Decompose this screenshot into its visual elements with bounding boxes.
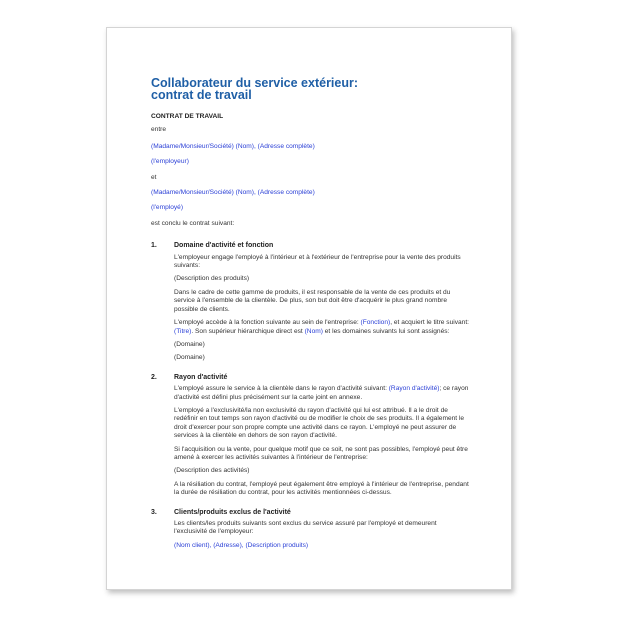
section-3-paragraph: Les clients/les produits suivants sont exclus du service assuré par l'employé et demeurent l'exclusivité de l'employeur:	[174, 520, 437, 536]
section-1-domain-placeholder: (Domaine)	[174, 354, 205, 362]
section-1-domain-placeholder: (Domaine)	[174, 340, 205, 348]
section-2-paragraph: A la résiliation du contrat, l'employé peut également être employé à l'intérieur de l'entreprise, pendant la durée de résiliation du contrat, pour les activités mentionnées ci-dessus.	[174, 480, 469, 497]
section-2-activities-placeholder: (Description des activités)	[174, 467, 250, 475]
section-1-number: 1.	[151, 242, 157, 250]
name-placeholder: (Nom)	[304, 327, 323, 335]
section-1-paragraph: Dans le cadre de cette gamme de produits, il est responsable de la vente de ces produits et du service à l'ensemble de la clientèle. De plus, son but doit être d'acquérir le plus grand nombre possible de clients.	[174, 288, 451, 313]
section-1	[151, 242, 471, 362]
section-2-area-paragraph	[174, 385, 471, 402]
document-title	[151, 77, 471, 101]
text-run: ; ce rayon d'activité est défini plus précisément sur la carte joint en annexe.	[174, 385, 469, 401]
employee-role: (l'employé)	[151, 204, 184, 212]
document-content	[151, 77, 471, 550]
section-2-paragraph: Si l'acquisition ou la vente, pour quelque motif que ce soit, ne sont pas possibles, l'employé peut être amené à exercer les activités suivantes à l'intérieur de l'entreprise:	[174, 445, 468, 461]
text-run: , et acquiert le titre suivant:	[390, 319, 470, 327]
section-1-function-paragraph	[174, 319, 471, 336]
document-title-line1: Collaborateur du service extérieur:	[151, 76, 359, 90]
section-2-number: 2.	[151, 373, 157, 381]
section-3-title: Clients/produits exclus de l'activité	[174, 508, 291, 516]
section-3-client-placeholder: (Nom client), (Adresse), (Description produits)	[174, 541, 309, 549]
section-2-title: Rayon d'activité	[174, 373, 228, 381]
text-run: et les domaines suivants lui sont assignés:	[322, 327, 450, 335]
section-2	[151, 374, 471, 498]
document-page	[106, 27, 512, 590]
contract-heading: CONTRAT DE TRAVAIL	[151, 113, 224, 120]
between-text: entre	[151, 126, 167, 134]
section-3	[151, 509, 471, 551]
employee-identity: (Madame/Monsieur/Société) (Nom), (Adresse complète)	[151, 189, 315, 197]
employer-role: (l'employeur)	[151, 158, 189, 166]
section-3-number: 3.	[151, 508, 157, 516]
text-run: L'employé accède à la fonction suivante au sein de l'entreprise:	[174, 319, 361, 327]
title-placeholder: (Titre)	[174, 327, 192, 335]
employer-identity: (Madame/Monsieur/Société) (Nom), (Adresse complète)	[151, 142, 315, 150]
text-run: . Son supérieur hiérarchique direct est	[191, 327, 305, 335]
area-placeholder: (Rayon d'activité)	[388, 385, 440, 393]
document-title-line2: contrat de travail	[151, 88, 252, 102]
concluded-text: est conclu le contrat suivant:	[151, 219, 235, 227]
section-2-paragraph: L'employé a l'exclusivité/la non exclusivité du rayon d'activité qui lui est attribué. Il a le droit de redéfinir en tout temps son rayon d'activité ou de modifier le choix de ses produits. Il a également le droit d'exercer pour son propre compte une activité dans ce rayon. L'employé ne peut assurer de services à la clientèle en dehors de son rayon d'activité.	[174, 406, 465, 440]
section-1-products-placeholder: (Description des produits)	[174, 275, 250, 283]
text-run: L'employé assure le service à la clientèle dans le rayon d'activité suivant:	[174, 385, 389, 393]
section-1-title: Domaine d'activité et fonction	[174, 242, 274, 250]
function-placeholder: (Fonction)	[360, 319, 391, 327]
section-1-paragraph: L'employeur engage l'employé à l'intérieur et à l'extérieur de l'entreprise pour la vente des produits suivants:	[174, 253, 461, 270]
and-text: et	[151, 173, 157, 181]
